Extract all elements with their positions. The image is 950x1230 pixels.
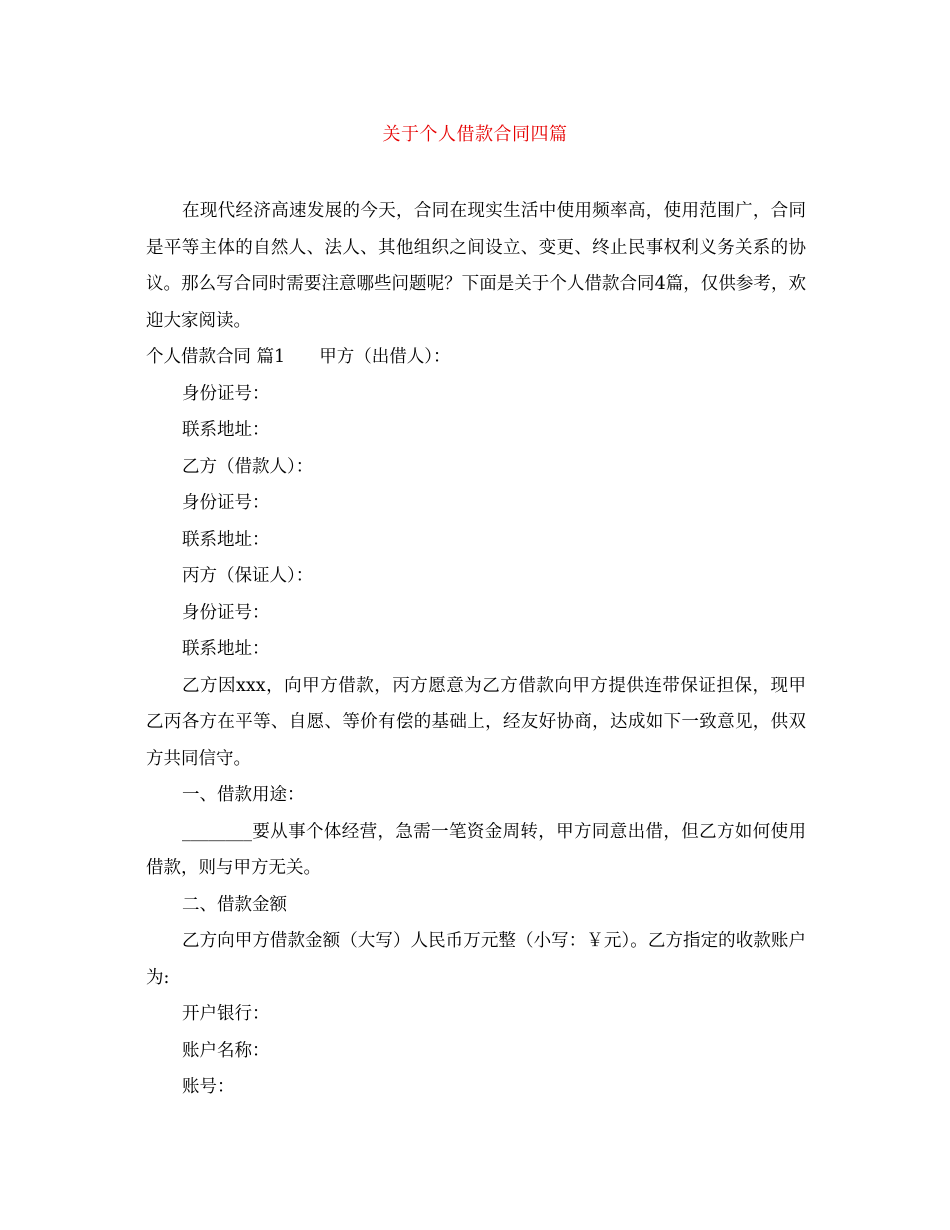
- party-c-label: 丙方（保证人）：: [182, 566, 314, 586]
- party-a-id: 身份证号：: [182, 383, 270, 404]
- party-a-address: 联系地址：: [182, 420, 270, 440]
- section-heading: 个人借款合同 篇1: [146, 347, 286, 367]
- party-c-id: 身份证号：: [182, 602, 270, 623]
- document-body: [146, 193, 806, 1106]
- account-name-label: 账户名称：: [182, 1040, 270, 1061]
- party-b-id: 身份证号：: [182, 493, 270, 513]
- clause1-heading: 一、借款用途：: [182, 785, 305, 805]
- clause2-heading: 二、借款金额: [182, 894, 287, 915]
- document-title: 关于个人借款合同四篇: [382, 124, 568, 145]
- party-a-label: 甲方（出借人）：: [319, 347, 451, 367]
- intro-paragraph: 在现代经济高速发展的今天，合同在现实生活中使用频率高，使用范围广，合同是平等主体的自然人、法人、其他组织之间设立、变更、终止民事权利义务关系的协议。那么写合同时需要注意哪些问题呢？下面是关于个人借款合同4篇，仅供参考，欢迎大家阅读。: [146, 201, 806, 331]
- section-heading-line: [146, 339, 806, 376]
- account-no-label: 账号：: [182, 1077, 235, 1097]
- clause2-text: 乙方向甲方借款金额（大写）人民币万元整（小写：￥元）。乙方指定的收款账户为:: [146, 931, 806, 988]
- party-c-address: 联系地址：: [182, 639, 270, 659]
- party-b-label: 乙方（借款人）：: [182, 456, 314, 477]
- party-b-address: 联系地址：: [182, 529, 270, 550]
- clause1-text: ________要从事个体经营，急需一笔资金周转，甲方同意出借，但乙方如何使用借款，则与甲方无关。: [146, 821, 806, 878]
- bank-label: 开户银行：: [182, 1004, 270, 1024]
- preamble-paragraph: 乙方因xxx，向甲方借款，丙方愿意为乙方借款向甲方提供连带保证担保，现甲乙丙各方在平等、自愿、等价有偿的基础上，经友好协商，达成如下一致意见，供双方共同信守。: [146, 675, 806, 769]
